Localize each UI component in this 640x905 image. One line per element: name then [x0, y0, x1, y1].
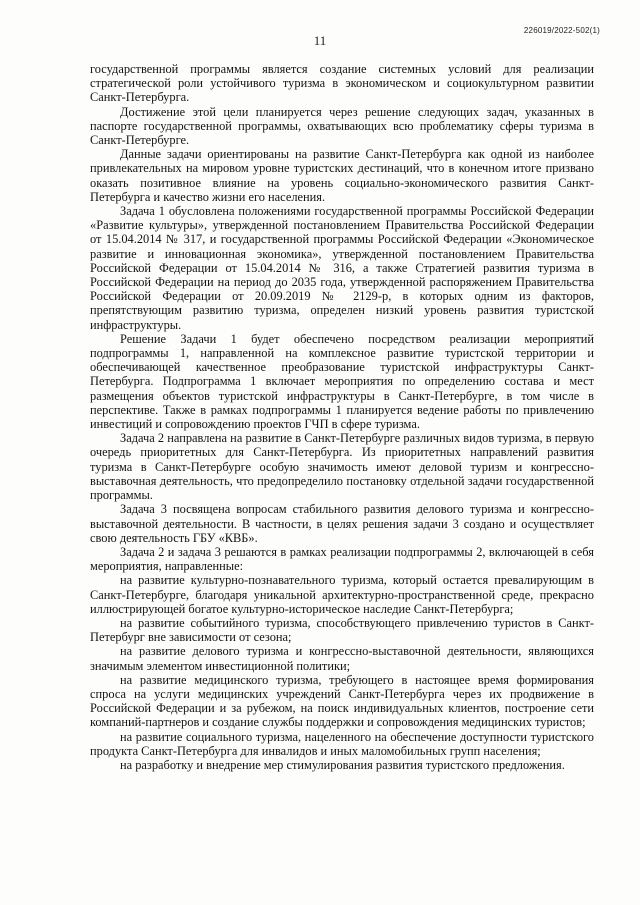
paragraph: Данные задачи ориентированы на развитие Санкт-Петербурга как одной из наиболее привлекательных на мировом уровне туристских дестинаций, что в конечном итоге призвано оказать позитивное влияние на уровень социально-экономического развития Санкт-Петербурга и качество жизни его населения. [90, 147, 594, 204]
paragraph: Задача 2 и задача 3 решаются в рамках реализации подпрограммы 2, включающей в себя мероприятия, направленные: [90, 544, 594, 574]
paragraph: на развитие социального туризма, нацеленного на обеспечение доступности туристского продукта Санкт-Петербурга для инвалидов и иных маломобильных групп населения; [90, 729, 594, 758]
paragraph: на развитие событийного туризма, способствующего привлечению туристов в Санкт-Петербург вне зависимости от сезона; [90, 615, 594, 645]
paragraph: Задача 2 направлена на развитие в Санкт-Петербурге различных видов туризма, в первую очередь приоритетных для Санкт-Петербурга. Из приоритетных направлений развития туризма в Санкт-Петербурге особую значимость имеют деловой туризм и конгрессно-выставочная деятельность, что предопределило постановку отдельной задачи государственной программы. [90, 431, 594, 503]
paragraph: на разработку и внедрение мер стимулирования развития туристского предложения. [120, 757, 565, 772]
paragraph: государственной программы является создание системных условий для реализации стратегической роли устойчивого туризма в экономическом и социокультурном развитии Санкт-Петербурга. [90, 62, 594, 105]
page-number: 11 [313, 33, 327, 48]
paragraph: Задача 1 обусловлена положениями государственной программы Российской Федерации «Развитие культуры», утвержденной постановлением Правительства Российской Федерации от 15.04.2014 № 317, и государственной программы Российской Федерации «Экономическое развитие и инновационная экономика», утвержденной постановлением Правительства Российской Федерации от 15.04.2014 № 316, а также Стратегией развития туризма в Российской Федерации на период до 2035 года, утвержденной распоряжением Правительства Российской Федерации от 20.09.2019 № 2129-р, в которых одним из факторов, препятствующим развитию туризма, определен низкий уровень развития туристской инфраструктуры. [90, 204, 594, 332]
paragraph: Достижение этой цели планируется через решение следующих задач, указанных в паспорте государственной программы, охватывающих всю проблематику сферы туризма в Санкт-Петербурге. [90, 104, 594, 148]
paragraph: Задача 3 посвящена вопросам стабильного развития делового туризма и конгрессно-выставочной деятельности. В частности, в целях решения задачи 3 создано и осуществляет свою деятельность ГБУ «КВБ». [90, 502, 594, 545]
paragraph: на развитие делового туризма и конгрессно-выставочной деятельности, являющихся значимым элементом инвестиционной политики; [90, 644, 594, 673]
paragraph: на развитие медицинского туризма, требующего в настоящее время формирования спроса на услуги медицинских учреждений Санкт-Петербурга через их продвижение в Российской Федерации и за рубежом, на поиск индивидуальных клиентов, построение сети компаний-партнеров и создание службы поддержки и сопровождения медицинских туристов; [90, 672, 594, 730]
document-body [90, 62, 594, 772]
paragraph: Решение Задачи 1 будет обеспечено посредством реализации мероприятий подпрограммы 1, направленной на комплексное развитие туристской территории и обеспечивающей качественное преобразование туристской инфраструктуры Санкт-Петербурга. Подпрограмма 1 включает мероприятия по определению состава и мест размещения объектов туристской инфраструктуры в Санкт-Петербурге, в том числе в перспективе. Также в рамках подпрограммы 1 планируется ведение работы по привлечению инвестиций и сопровождению проектов ГЧП в сфере туризма. [90, 331, 594, 432]
paragraph: на развитие культурно-познавательного туризма, который остается превалирующим в Санкт-Петербурге, благодаря уникальной архитектурно-пространственной среде, прекрасно иллюстрирующей богатое культурно-историческое наследие Санкт-Петербурга; [90, 573, 594, 616]
document-registration-number: 226019/2022-502(1) [523, 26, 600, 35]
